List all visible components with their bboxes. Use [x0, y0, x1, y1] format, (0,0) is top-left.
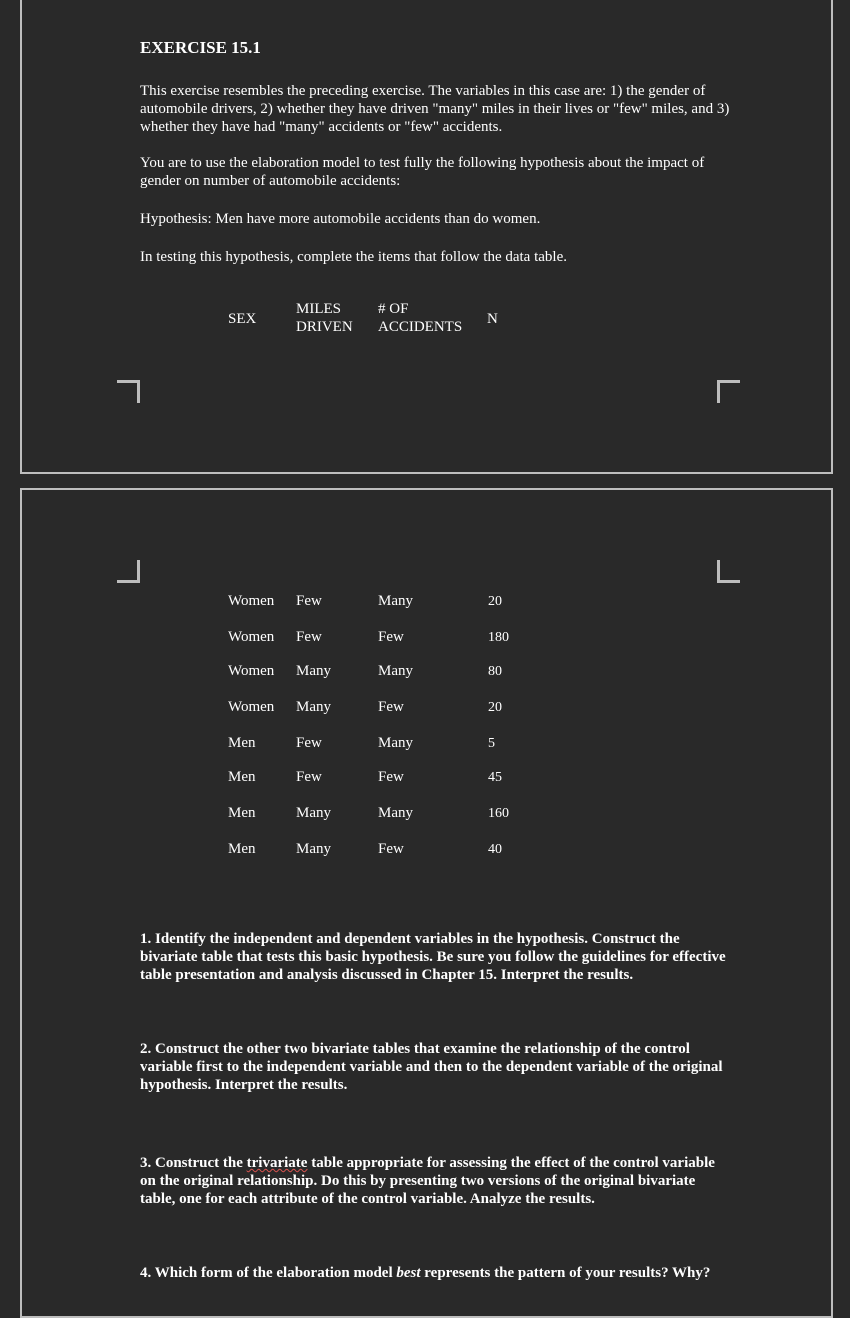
question-3-prefix: 3. Construct the: [140, 1155, 247, 1171]
table-cell-sex: Women: [228, 593, 275, 609]
crop-mark-top-left-icon: [117, 380, 140, 403]
table-cell-sex: Men: [228, 805, 256, 821]
table-cell-n: 180: [488, 630, 509, 645]
table-cell-miles: Many: [296, 699, 331, 715]
completion-paragraph: In testing this hypothesis, complete the items that follow the data table.: [140, 249, 567, 265]
page-frame-top: [20, 0, 833, 474]
table-cell-miles: Few: [296, 769, 322, 785]
question-4-suffix: represents the pattern of your results? Why?: [420, 1265, 711, 1281]
table-cell-sex: Men: [228, 769, 256, 785]
table-cell-accidents: Few: [378, 841, 404, 857]
header-miles-line1: MILES: [296, 301, 341, 317]
table-cell-n: 45: [488, 770, 502, 785]
question-4-emphasis: best: [396, 1265, 421, 1281]
header-miles: [296, 300, 353, 336]
header-accidents: [378, 300, 462, 336]
question-4-prefix: 4. Which form of the elaboration model: [140, 1265, 397, 1281]
table-cell-accidents: Many: [378, 805, 413, 821]
header-n: N: [487, 311, 498, 327]
header-sex: SEX: [228, 311, 257, 327]
header-accidents-line1: # OF: [378, 301, 409, 317]
table-cell-n: 160: [488, 806, 509, 821]
question-1: 1. Identify the independent and dependent variables in the hypothesis. Construct the bivariate table that tests this basic hypothesis. Be sure you follow the guidelines for effective table presentation and analysis discussed in Chapter 15. Interpret the results.: [140, 931, 726, 983]
table-cell-accidents: Many: [378, 735, 413, 751]
question-4: [140, 1264, 730, 1282]
question-3: [140, 1154, 730, 1208]
table-cell-miles: Few: [296, 593, 322, 609]
table-cell-accidents: Few: [378, 629, 404, 645]
table-cell-sex: Women: [228, 699, 275, 715]
hypothesis-paragraph: Hypothesis: Men have more automobile accidents than do women.: [140, 211, 541, 227]
header-accidents-line2: ACCIDENTS: [378, 319, 463, 335]
exercise-title: EXERCISE 15.1: [140, 38, 261, 57]
table-cell-sex: Women: [228, 663, 275, 679]
table-cell-sex: Men: [228, 735, 256, 751]
intro-paragraph: This exercise resembles the preceding exercise. The variables in this case are: 1) the gender of automobile drivers, 2) whether they have driven "many" miles in their lives or "few" miles, and 3) whether they have had "many" accidents or "few" accidents.: [140, 83, 730, 135]
table-cell-miles: Many: [296, 805, 331, 821]
spellcheck-word[interactable]: trivariate: [246, 1155, 308, 1171]
crop-mark-top-right-icon: [717, 380, 740, 403]
question-2: 2. Construct the other two bivariate tables that examine the relationship of the control variable first to the independent variable and then to the dependent variable of the original hypothesis. Interpret the results.: [140, 1041, 723, 1093]
table-cell-accidents: Few: [378, 699, 404, 715]
table-cell-miles: Many: [296, 841, 331, 857]
table-cell-n: 40: [488, 842, 502, 857]
question-3-suffix: table appropriate for assessing the effect of the control variable on the original relationship. Do this by presenting two versions of the original bivariate table, one for each attribute of the control variable. Analyze the results.: [140, 1155, 715, 1207]
table-cell-miles: Few: [296, 735, 322, 751]
table-cell-n: 5: [488, 736, 495, 751]
table-cell-n: 20: [488, 700, 502, 715]
header-miles-line2: DRIVEN: [296, 319, 353, 335]
table-cell-miles: Many: [296, 663, 331, 679]
table-cell-accidents: Few: [378, 769, 404, 785]
crop-mark-bottom-left-icon: [117, 560, 140, 583]
table-cell-sex: Men: [228, 841, 256, 857]
table-cell-miles: Few: [296, 629, 322, 645]
table-cell-accidents: Many: [378, 593, 413, 609]
instruction-paragraph: You are to use the elaboration model to test fully the following hypothesis about the impact of gender on number of automobile accidents:: [140, 155, 705, 189]
table-cell-accidents: Many: [378, 663, 413, 679]
crop-mark-bottom-right-icon: [717, 560, 740, 583]
table-cell-n: 80: [488, 664, 502, 679]
table-cell-sex: Women: [228, 629, 275, 645]
table-cell-n: 20: [488, 594, 502, 609]
